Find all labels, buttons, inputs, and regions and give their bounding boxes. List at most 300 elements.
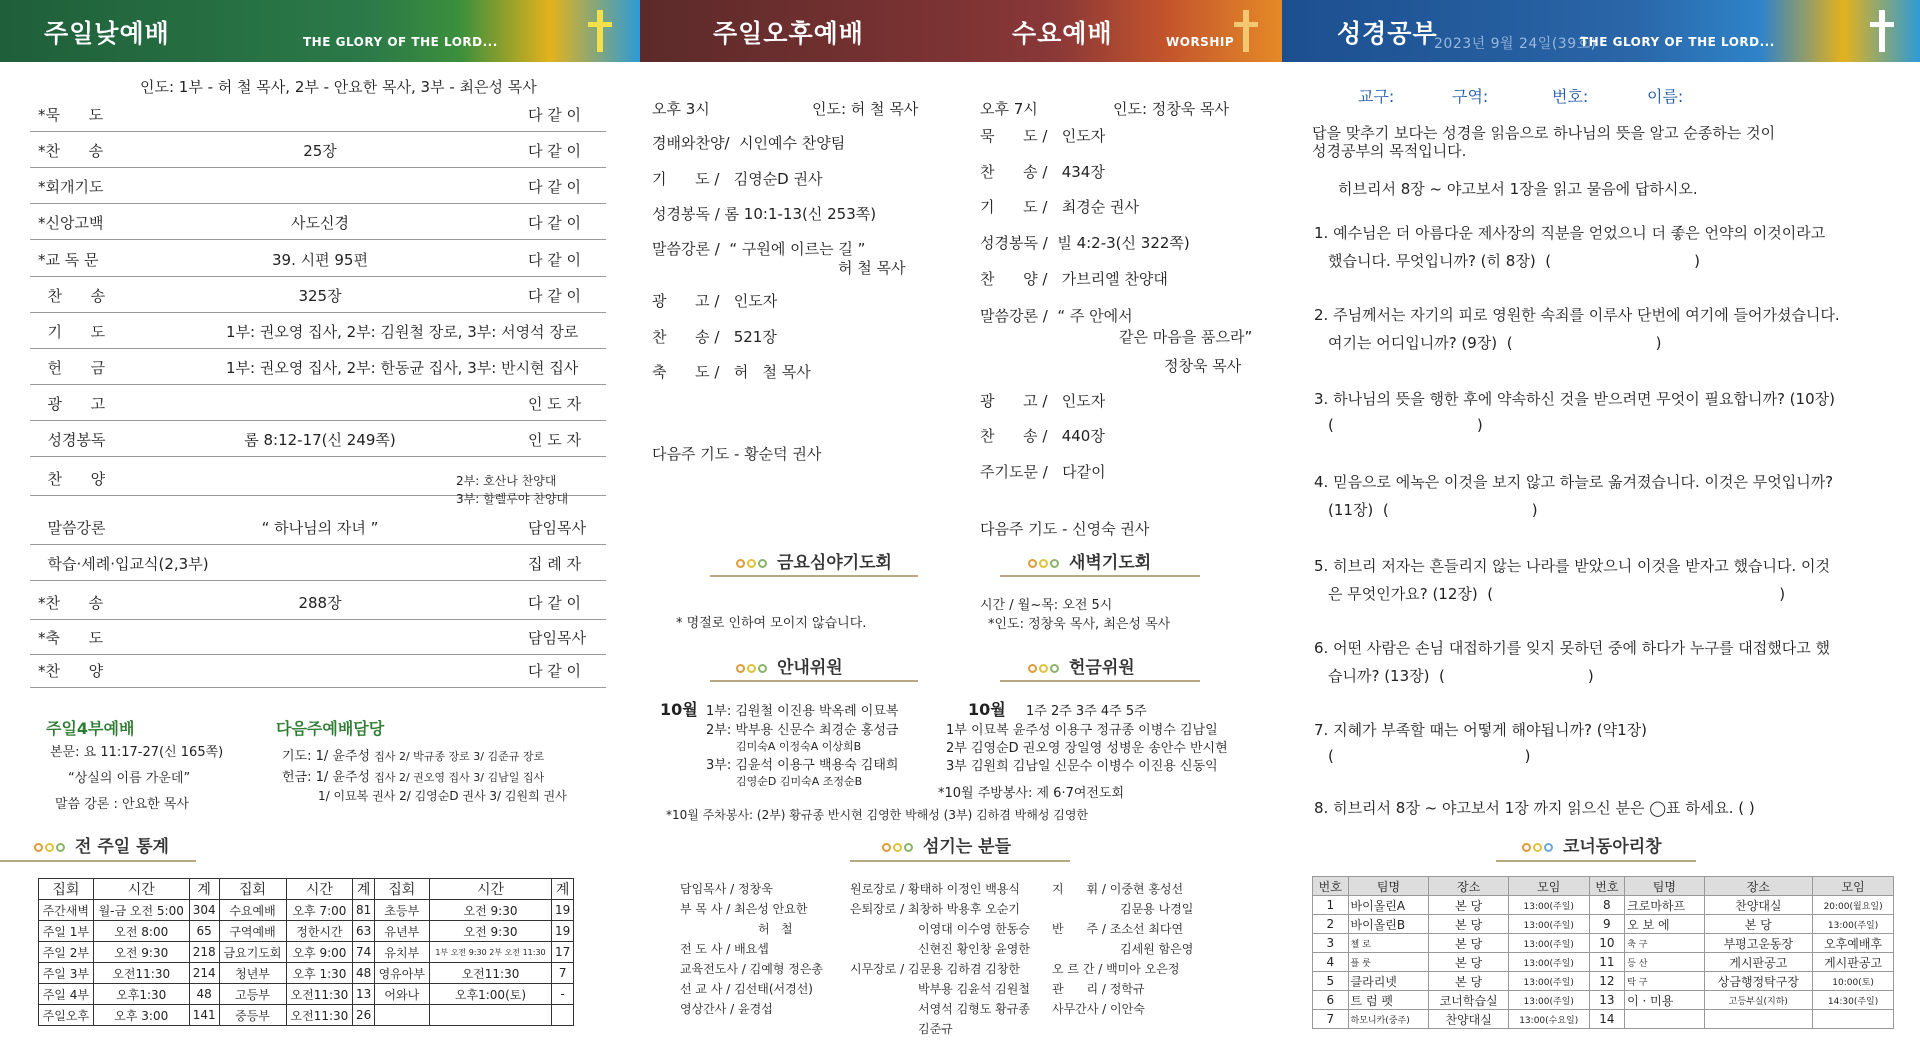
- club-cell: 코너학습실: [1429, 991, 1508, 1010]
- afternoon-line: 찬 송 / 521장: [652, 328, 777, 346]
- order-item-who: 인 도 자: [528, 431, 582, 449]
- study-form-label: 구역:: [1452, 87, 1489, 106]
- stats-heading: 전 주일 통계: [34, 832, 169, 857]
- order-item-name: *묵 도: [38, 106, 104, 124]
- club-row: [1313, 1010, 1894, 1029]
- order-item-who: 다 같 이: [528, 662, 582, 680]
- stats-heading-underline: [0, 860, 196, 862]
- club-cell: 7: [1313, 1010, 1349, 1029]
- order-row-divider: [30, 619, 606, 620]
- stats-cell: 주일 1부: [39, 921, 94, 942]
- stats-header: 집회: [374, 879, 429, 900]
- stats-cell: -: [552, 984, 574, 1005]
- stats-cell: 26: [353, 1005, 375, 1026]
- order-item-content: 1부: 권오영 집사, 2부: 한동균 집사, 3부: 반시현 집사: [226, 359, 579, 377]
- order-item-who: 담임목사: [528, 629, 586, 647]
- stats-cell: 정한시간: [286, 921, 353, 942]
- stats-cell: 218: [189, 942, 219, 963]
- order-item-name: 찬 송: [38, 287, 106, 305]
- club-row: [1313, 972, 1894, 991]
- stats-cell: 금요기도회: [219, 942, 286, 963]
- order-item-who: 다 같 이: [528, 251, 582, 269]
- stats-cell: 63: [353, 921, 375, 942]
- order-item-name: 찬 양: [38, 470, 106, 488]
- servant-line: 김준규: [918, 1022, 953, 1036]
- club-header: 장소: [1429, 877, 1508, 896]
- club-cell: 본 당: [1429, 953, 1508, 972]
- servant-line: 선 교 사 / 김선태(서경선): [680, 982, 813, 996]
- stats-cell: 214: [189, 963, 219, 984]
- stats-cell: 영유아부: [374, 963, 429, 984]
- stats-cell: 오후 1:30: [286, 963, 353, 984]
- servant-line: 김세원 함은영: [1120, 942, 1194, 956]
- stats-row: [39, 900, 574, 921]
- club-cell: 등 산: [1625, 953, 1704, 972]
- club-cell: 13:00(주일): [1813, 915, 1894, 934]
- wednesday-next-prayer: 다음주 기도 - 신영숙 권사: [980, 520, 1150, 538]
- order-item-who: 다 같 이: [528, 178, 582, 196]
- club-cell: 게시판공고: [1813, 953, 1894, 972]
- banner-title: 성경공부: [1337, 19, 1438, 48]
- club-cell: [1813, 1010, 1894, 1029]
- study-question: 6. 어떤 사람은 손님 대접하기를 잊지 못하던 중에 하다가 누구를 대접했다고 했: [1314, 639, 1830, 657]
- order-item-name: *신앙고백: [38, 214, 104, 232]
- study-intro: 답을 맞추기 보다는 성경을 읽음으로 하나님의 뜻을 알고 순종하는 것이: [1312, 124, 1776, 142]
- club-header: 모임: [1508, 877, 1589, 896]
- stats-cell: 1부 오전 9:30 2부 오전 11:30: [429, 942, 552, 963]
- study-question: 3. 하나님의 뜻을 행한 후에 약속하신 것을 받으려면 무엇이 필요합니까? (10장): [1314, 390, 1835, 408]
- stats-cell: [374, 1005, 429, 1026]
- stats-cell: 월-금 오전 5:00: [93, 900, 189, 921]
- club-header: 장소: [1704, 877, 1813, 896]
- stats-cell: 오전11:30: [286, 1005, 353, 1026]
- study-question-answer: 했습니다. 무엇입니까? (히 8장) ( ): [1328, 252, 1700, 270]
- stats-cell: 19: [552, 921, 574, 942]
- order-item-who: 다 같 이: [528, 106, 582, 124]
- stats-cell: 48: [353, 963, 375, 984]
- club-table: [1312, 876, 1894, 1029]
- study-form-label: 교구:: [1358, 87, 1395, 106]
- club-row: [1313, 953, 1894, 972]
- order-row-divider: [30, 580, 606, 581]
- stats-cell: 오전 9:30: [429, 921, 552, 942]
- stats-cell: 청년부: [219, 963, 286, 984]
- order-item-name: *찬 송: [38, 142, 104, 160]
- order-row-divider: [30, 131, 606, 132]
- afternoon-wednesday-column: [640, 0, 1282, 1061]
- afternoon-line: 축 도 / 허 철 목사: [652, 363, 811, 381]
- club-cell: 본 당: [1704, 915, 1813, 934]
- club-cell: 3: [1313, 934, 1349, 953]
- club-cell: 13:00(주일): [1508, 953, 1589, 972]
- wednesday-line: 성경봉독 / 빌 4:2-3(신 322쪽): [980, 234, 1190, 252]
- club-heading: 코너동아리창: [1522, 832, 1662, 857]
- wednesday-line: 찬 송 / 440장: [980, 427, 1105, 445]
- ushers-line-4: 3부: 김윤석 이용구 백용숙 김태희: [706, 758, 899, 773]
- stats-cell: 304: [189, 900, 219, 921]
- order-item-name: *찬 양: [38, 662, 104, 680]
- stats-cell: 오전 9:30: [429, 900, 552, 921]
- order-item-who: 담임목사: [528, 519, 586, 537]
- study-form-label: 이름:: [1647, 87, 1684, 106]
- servant-line: 영상간사 / 윤경섭: [680, 1002, 773, 1016]
- banner-subtitle: THE GLORY OF THE LORD...: [1580, 35, 1775, 49]
- ushers-line-5: 김영순D 김미숙A 조정순B: [736, 775, 863, 788]
- order-row-divider: [30, 239, 606, 240]
- club-cell: 1: [1313, 896, 1349, 915]
- wednesday-line: 찬 송 / 434장: [980, 163, 1105, 181]
- order-row-divider: [30, 203, 606, 204]
- offering-line-3: 3부 김원희 김남일 신문수 이병수 이진용 신동익: [946, 759, 1218, 774]
- stats-cell: 오후 9:00: [286, 942, 353, 963]
- stats-cell: 오전11:30: [286, 984, 353, 1005]
- club-header: 번호: [1313, 877, 1349, 896]
- servant-line: 부 목 사 / 최은성 안요한: [680, 902, 808, 916]
- study-question: 5. 히브리 저자는 흔들리지 않는 나라를 받았으니 이것을 받자고 했습니다. 이것: [1314, 557, 1830, 575]
- study-form-label: 번호:: [1552, 87, 1589, 106]
- afternoon-preacher: 허 철 목사: [838, 259, 906, 277]
- servant-line: 전 도 사 / 배요셉: [680, 942, 769, 956]
- stats-cell: 오후1:30: [93, 984, 189, 1005]
- wednesday-line: 묵 도 / 인도자: [980, 127, 1106, 145]
- servant-line: 담임목사 / 정창욱: [680, 882, 773, 896]
- afternoon-leader: 인도: 허 철 목사: [812, 100, 919, 118]
- wednesday-line: 주기도문 / 다같이: [980, 463, 1106, 481]
- stats-cell: 주간새벽: [39, 900, 94, 921]
- fourth-service-title: 주일4부예배: [46, 719, 135, 738]
- servant-line: 관 리 / 정학규: [1052, 982, 1145, 996]
- order-row-divider: [30, 544, 606, 545]
- study-question: 1. 예수님은 더 아름다운 제사장의 직분을 얻었으니 더 좋은 언약의 이것이라고: [1314, 224, 1826, 242]
- club-cell: 13: [1589, 991, 1625, 1010]
- club-row: [1313, 915, 1894, 934]
- club-cell: 14: [1589, 1010, 1625, 1029]
- order-item-name: 헌 금: [38, 359, 106, 377]
- ushers-heading: 안내위원: [736, 653, 843, 678]
- order-row-divider: [30, 384, 606, 385]
- stats-header: 시간: [429, 879, 552, 900]
- order-item-content: 288장: [298, 594, 342, 612]
- study-instruction: 히브리서 8장 ~ 야고보서 1장을 읽고 물음에 답하시오.: [1338, 180, 1698, 198]
- servant-line: 허 철: [758, 922, 793, 936]
- order-row-divider: [30, 456, 606, 457]
- stats-row: [39, 921, 574, 942]
- servant-line: 반 주 / 조소선 최다연: [1052, 922, 1184, 936]
- club-cell: 본 당: [1429, 934, 1508, 953]
- wednesday-line: 광 고 / 인도자: [980, 392, 1106, 410]
- offering-heading: 헌금위원: [1028, 653, 1135, 678]
- study-question: 4. 믿음으로 에녹은 이것을 보지 않고 하늘로 옮겨졌습니다. 이것은 무엇입니까?: [1314, 473, 1834, 491]
- servant-line: 시무장로 / 김문용 김하겸 김창한: [850, 962, 1020, 976]
- club-cell: 고등부실(지하): [1704, 991, 1813, 1010]
- ushers-underline: [710, 680, 918, 682]
- afternoon-next-prayer: 다음주 기도 - 황순덕 권사: [652, 445, 822, 463]
- ushers-line-2: 2부: 박부용 신문수 최경순 홍성금: [706, 723, 899, 738]
- afternoon-line: 경배와찬양/ 시인예수 찬양팀: [652, 134, 846, 152]
- club-header: 모임: [1813, 877, 1894, 896]
- study-q8: 8. 히브리서 8장 ~ 야고보서 1장 까지 읽으신 분은 ◯표 하세요. ( ): [1314, 799, 1755, 817]
- stats-table: [38, 878, 574, 1026]
- servant-line: 김문용 나경일: [1120, 902, 1194, 916]
- parking-duty: *10월 주차봉사: (2부) 황규종 반시현 김영한 박해성 (3부) 김하겸 박해성 김영한: [666, 808, 1089, 822]
- dawn-underline: [1000, 575, 1200, 577]
- servant-line: 서영석 김형도 황규종: [918, 1002, 1030, 1016]
- club-cell: 13:00(주일): [1508, 896, 1589, 915]
- order-item-content: “ 하나님의 자녀 ”: [261, 519, 379, 537]
- order-row-divider: [30, 167, 606, 168]
- club-cell: 10: [1589, 934, 1625, 953]
- club-cell: 12: [1589, 972, 1625, 991]
- order-item-name: *회개기도: [38, 178, 104, 196]
- order-item-name: *교 독 문: [38, 251, 99, 269]
- order-row-divider: [30, 654, 606, 655]
- servant-line: 지 휘 / 이중현 홍성선: [1052, 882, 1184, 896]
- order-item-name: 말씀강론: [38, 519, 106, 537]
- stats-cell: 65: [189, 921, 219, 942]
- stats-cell: 유년부: [374, 921, 429, 942]
- club-underline: [1496, 860, 1696, 862]
- club-cell: 축 구: [1625, 934, 1704, 953]
- bible-study-column: [1282, 0, 1920, 1061]
- stats-cell: 구역예배: [219, 921, 286, 942]
- stats-cell: [552, 1005, 574, 1026]
- stats-cell: 81: [353, 900, 375, 921]
- study-question: 7. 지혜가 부족할 때는 어떻게 해야됩니까? (약1장): [1314, 721, 1647, 739]
- club-cell: 20:00(월요일): [1813, 896, 1894, 915]
- banner-title: 주일낮예배: [44, 19, 170, 48]
- offering-underline: [1000, 680, 1200, 682]
- order-item-content: 사도신경: [291, 214, 349, 232]
- club-cell: 14:30(주일): [1813, 991, 1894, 1010]
- friday-underline: [710, 575, 918, 577]
- stats-cell: 74: [353, 942, 375, 963]
- servant-line: 이영대 이수영 한동승: [918, 922, 1030, 936]
- servant-line: 원로장로 / 황태하 이정인 백용식: [850, 882, 1020, 896]
- stats-cell: 오전11:30: [429, 963, 552, 984]
- club-cell: 9: [1589, 915, 1625, 934]
- fourth-service-preacher: 말씀 강론 : 안요한 목사: [55, 797, 189, 812]
- stats-row: [39, 1005, 574, 1026]
- stats-cell: [429, 1005, 552, 1026]
- ushers-line-3: 김미숙A 이정숙A 이상희B: [736, 740, 862, 753]
- club-cell: 8: [1589, 896, 1625, 915]
- wednesday-line: 말씀강론 / “ 주 안에서: [980, 307, 1133, 325]
- stats-cell: 오전11:30: [93, 963, 189, 984]
- servant-line: 박부용 김윤석 김원철: [918, 982, 1030, 996]
- order-row-divider: [30, 687, 606, 688]
- club-cell: 오 보 에: [1625, 915, 1704, 934]
- fourth-service-text: 본문: 요 11:17-27(신 165쪽): [50, 745, 224, 760]
- club-cell: 본 당: [1429, 896, 1508, 915]
- wednesday-leader: 인도: 정창욱 목사: [1113, 100, 1230, 118]
- stats-cell: 19: [552, 900, 574, 921]
- club-cell: 게시판공고: [1704, 953, 1813, 972]
- study-question-answer: 습니까? (13장) ( ): [1328, 667, 1594, 685]
- club-cell: 크로마하프: [1625, 896, 1704, 915]
- club-cell: 4: [1313, 953, 1349, 972]
- study-question-answer: 여기는 어디입니까? (9장) ( ): [1328, 334, 1662, 352]
- servants-underline: [850, 860, 1070, 862]
- offering-kitchen: *10월 주방봉사: 제 6·7여전도회: [938, 786, 1125, 801]
- stats-cell: 7: [552, 963, 574, 984]
- study-question-answer: 은 무엇인가요? (12장) ( ): [1328, 585, 1786, 603]
- next-duty-offering-2: 1/ 이묘복 권사 2/ 김영순D 권사 3/ 김원희 권사: [318, 789, 567, 803]
- stats-header: 계: [552, 879, 574, 900]
- afternoon-line: 기 도 / 김영순D 권사: [652, 170, 823, 188]
- stats-cell: 초등부: [374, 900, 429, 921]
- club-cell: 11: [1589, 953, 1625, 972]
- stats-cell: 17: [552, 942, 574, 963]
- order-item-name: 기 도: [38, 323, 106, 341]
- order-row-divider: [30, 348, 606, 349]
- club-cell: 13:00(수요일): [1508, 1010, 1589, 1029]
- club-cell: 상금행정탁구장: [1704, 972, 1813, 991]
- order-item-who: 다 같 이: [528, 287, 582, 305]
- stats-cell: 어와나: [374, 984, 429, 1005]
- club-cell: 2: [1313, 915, 1349, 934]
- order-row-divider: [30, 420, 606, 421]
- next-duty-offering: 헌금: 1/ 윤주성 집사 2/ 권오영 집사 3/ 김남일 집사: [282, 770, 545, 785]
- stats-cell: 유치부: [374, 942, 429, 963]
- dawn-time: 시간 / 월~목: 오전 5시: [980, 598, 1113, 613]
- servant-line: 사무간사 / 이안숙: [1052, 1002, 1145, 1016]
- club-row: [1313, 896, 1894, 915]
- order-item-who: 인 도 자: [528, 395, 582, 413]
- stats-cell: 고등부: [219, 984, 286, 1005]
- club-cell: 본 당: [1429, 972, 1508, 991]
- order-item-who: 집 례 자: [528, 555, 582, 573]
- banner-title-afternoon: 주일오후예배: [713, 19, 864, 48]
- offering-month: 10월: [968, 700, 1006, 719]
- order-item-content: 39. 시편 95편: [272, 251, 368, 269]
- servant-line: 교육전도사 / 김예형 정은총: [680, 962, 823, 976]
- offering-weeks: 1주 2주 3주 4주 5주: [1026, 704, 1147, 719]
- club-cell: 이 · 미용: [1625, 991, 1704, 1010]
- servant-line: 은퇴장로 / 최창하 박용후 오순기: [850, 902, 1020, 916]
- friday-heading: 금요심야기도회: [736, 548, 892, 573]
- stats-cell: 13: [353, 984, 375, 1005]
- stats-cell: 오후1:00(토): [429, 984, 552, 1005]
- order-item-content: 325장: [298, 287, 342, 305]
- club-cell: 트 럼 펫: [1348, 991, 1429, 1010]
- stats-cell: 48: [189, 984, 219, 1005]
- club-cell: 13:00(주일): [1508, 972, 1589, 991]
- club-header: 팀명: [1625, 877, 1704, 896]
- wednesday-time: 오후 7시: [980, 100, 1038, 118]
- club-cell: 바이올린B: [1348, 915, 1429, 934]
- club-cell: 13:00(주일): [1508, 934, 1589, 953]
- choir-2: 2부: 호산나 찬양대: [456, 474, 557, 488]
- wednesday-theme-2: 같은 마음을 품으라”: [1119, 328, 1253, 346]
- stats-cell: 주일 2부: [39, 942, 94, 963]
- offering-line-2: 2부 김영순D 권오영 장일영 성병운 송안수 반시현: [946, 741, 1228, 756]
- next-duty-title: 다음주예배담당: [276, 719, 385, 738]
- wednesday-line: 기 도 / 최경순 권사: [980, 198, 1139, 216]
- banner-subtitle: THE GLORY OF THE LORD...: [303, 35, 498, 49]
- morning-leaders: 인도: 1부 - 허 철 목사, 2부 - 안요한 목사, 3부 - 최은성 목사: [140, 78, 537, 96]
- order-item-who: 다 같 이: [528, 594, 582, 612]
- choir-3: 3부: 할렐루야 찬양대: [456, 492, 569, 506]
- club-cell: 플 룻: [1348, 953, 1429, 972]
- servants-heading: 섬기는 분들: [882, 832, 1011, 857]
- stats-cell: 오전 9:30: [93, 942, 189, 963]
- fourth-service-theme: “상실의 이름 가운데”: [68, 771, 191, 786]
- ushers-month: 10월: [660, 700, 698, 719]
- club-row: [1313, 934, 1894, 953]
- next-duty-prayer: 기도: 1/ 윤주성 집사 2/ 박규종 장로 3/ 김준규 장로: [282, 749, 545, 764]
- club-cell: 본 당: [1429, 915, 1508, 934]
- study-intro-2: 성경공부의 목적입니다.: [1312, 142, 1467, 160]
- order-item-name: 광 고: [38, 395, 106, 413]
- stats-cell: 주일오후: [39, 1005, 94, 1026]
- order-row-divider: [30, 276, 606, 277]
- club-cell: 하모니카(중주): [1348, 1010, 1429, 1029]
- club-header: 번호: [1589, 877, 1625, 896]
- stats-header: 계: [353, 879, 375, 900]
- stats-header: 시간: [93, 879, 189, 900]
- stats-cell: 오후 7:00: [286, 900, 353, 921]
- club-cell: 13:00(주일): [1508, 991, 1589, 1010]
- afternoon-time: 오후 3시: [652, 100, 710, 118]
- servant-line: 신현진 황인창 윤영한: [918, 942, 1030, 956]
- club-cell: 6: [1313, 991, 1349, 1010]
- stats-cell: 141: [189, 1005, 219, 1026]
- club-cell: 찬양대실: [1704, 896, 1813, 915]
- afternoon-line: 광 고 / 인도자: [652, 292, 778, 310]
- club-cell: [1625, 1010, 1704, 1029]
- stats-row: [39, 984, 574, 1005]
- servant-line: 오 르 간 / 백미아 오은정: [1052, 962, 1180, 976]
- stats-cell: 중등부: [219, 1005, 286, 1026]
- banner-date: 2023년 9월 24일(39호): [1434, 36, 1597, 52]
- order-item-content: 롬 8:12-17(신 249쪽): [244, 431, 396, 449]
- stats-header: 계: [189, 879, 219, 900]
- stats-cell: 주일 3부: [39, 963, 94, 984]
- stats-header: 집회: [219, 879, 286, 900]
- club-header: 팀명: [1348, 877, 1429, 896]
- club-cell: 5: [1313, 972, 1349, 991]
- order-row-divider: [30, 312, 606, 313]
- club-row: [1313, 991, 1894, 1010]
- club-cell: 탁 구: [1625, 972, 1704, 991]
- sunday-morning-column: [0, 0, 640, 1061]
- order-item-name: 성경봉독: [38, 431, 106, 449]
- wednesday-line: 찬 양 / 가브리엘 찬양대: [980, 270, 1168, 288]
- afternoon-line: 말씀강론 / “ 구원에 이르는 길 ”: [652, 240, 866, 258]
- study-question-answer: (11장) ( ): [1328, 501, 1538, 519]
- dawn-leaders: *인도: 정창욱 목사, 최은성 목사: [988, 617, 1171, 632]
- stats-row: [39, 963, 574, 984]
- order-item-who: 다 같 이: [528, 214, 582, 232]
- order-item-content: 1부: 권오영 집사, 2부: 김원철 장로, 3부: 서영석 장로: [226, 323, 579, 341]
- study-question-answer: ( ): [1328, 416, 1483, 434]
- friday-note: * 명절로 인하여 모이지 않습니다.: [676, 616, 867, 631]
- stats-cell: 주일 4부: [39, 984, 94, 1005]
- order-item-name: *찬 송: [38, 594, 104, 612]
- stats-header: 집회: [39, 879, 94, 900]
- banner-subtitle: WORSHIP: [1166, 35, 1235, 49]
- club-cell: 부평고운동장: [1704, 934, 1813, 953]
- stats-cell: 오후 3:00: [93, 1005, 189, 1026]
- order-item-name: 학습·세례·입교식(2,3부): [38, 555, 209, 573]
- club-cell: 바이올린A: [1348, 896, 1429, 915]
- order-item-name: *축 도: [38, 629, 104, 647]
- club-cell: 10:00(토): [1813, 972, 1894, 991]
- stats-cell: 수요예배: [219, 900, 286, 921]
- banner-title-wednesday: 수요예배: [1012, 19, 1113, 48]
- offering-line-1: 1부 이묘복 윤주성 이용구 정규종 이병수 김남일: [946, 723, 1218, 738]
- club-cell: 13:00(주일): [1508, 915, 1589, 934]
